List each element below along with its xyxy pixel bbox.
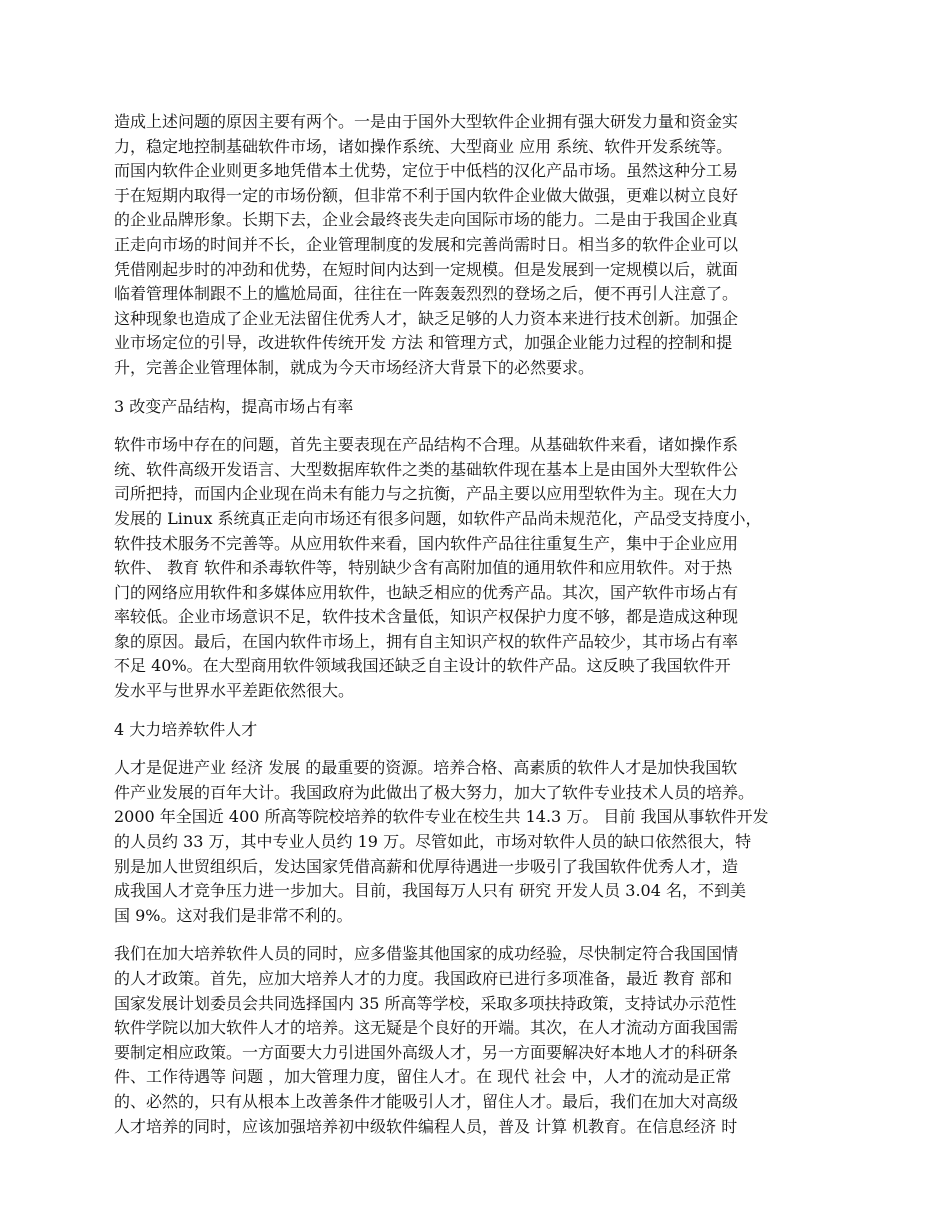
text-line: 国 9%。这对我们是非常不利的。 — [114, 905, 353, 925]
text-line: 软件学院以加大软件人才的培养。这无疑是个良好的开端。其次，在人才流动方面我国需 — [114, 1018, 739, 1038]
paragraph-causes — [114, 110, 842, 381]
text-line: 造成上述问题的原因主要有两个。一是由于国外大型软件企业拥有强大研发力量和资金实 — [114, 112, 739, 131]
text-line: 临着管理体制跟不上的尴尬局面，往往在一阵轰轰烈烈的登场之后，便不再引人注意了。 — [114, 284, 739, 304]
text-line: 而国内软件企业则更多地凭借本土优势，定位于中低档的汉化产品市场。虽然这种分工易 — [114, 161, 739, 181]
text-line: 要制定相应政策。一方面要大力引进国外高级人才，另一方面要解决好本地人才的科研条 — [114, 1042, 739, 1062]
text-line: 软件市场中存在的问题，首先主要表现在产品结构不合理。从基础软件来看，诸如操作系 — [114, 435, 739, 455]
text-line: 力，稳定地控制基础软件市场，诸如操作系统、大型商业 应用 系统、软件开发系统等。 — [114, 136, 733, 156]
section-heading-4: 4 大力培养软件人才 — [114, 719, 258, 739]
text-line: 象的原因。最后，在国内软件市场上，拥有自主知识产权的软件产品较少，其市场占有率 — [114, 631, 739, 651]
text-line: 人才是促进产业 经济 发展 的最重要的资源。培养合格、高素质的软件人才是加快我国软 — [114, 758, 738, 778]
text-line: 升，完善企业管理体制，就成为今天市场经济大背景下的必然要求。 — [114, 357, 595, 377]
text-line: 发展的 Linux 系统真正走向市场还有很多问题，如软件产品尚未规范化，产品受支持度小， — [114, 508, 762, 528]
text-line: 司所把持，而国内企业现在尚未有能力与之抗衡，产品主要以应用型软件为主。现在大力 — [114, 484, 739, 504]
text-line: 门的网络应用软件和多媒体应用软件，也缺乏相应的优秀产品。其次，国产软件市场占有 — [114, 582, 739, 602]
text-line: 别是加人世贸组织后，发达国家凭借高薪和优厚待遇进一步吸引了我国软件优秀人才，造 — [114, 856, 739, 876]
text-line: 人才培养的同时，应该加强培养初中级软件编程人员，普及 计算 机教育。在信息经济 时 — [114, 1116, 738, 1136]
text-line: 业市场定位的引导，改进软件传统开发 方法 和管理方式，加强企业能力过程的控制和提 — [114, 333, 733, 353]
text-line: 这种现象也造成了企业无法留住优秀人才，缺乏足够的人力资本来进行技术创新。加强企 — [114, 308, 739, 328]
text-line: 于在短期内取得一定的市场份额，但非常不利于国内软件企业做大做强，更难以树立良好 — [114, 185, 739, 205]
text-line: 的、必然的，只有从根本上改善条件才能吸引人才，留住人才。最后，我们在加大对高级 — [114, 1091, 739, 1111]
text-line: 件、工作待遇等 问题 ，加大管理力度，留住人才。在 现代 社会 中，人才的流动是正常 — [114, 1067, 732, 1087]
text-line: 的人员约 33 万，其中专业人员约 19 万。尽管如此，市场对软件人员的缺口依然很大，特 — [114, 832, 752, 852]
text-line: 发水平与世界水平差距依然很大。 — [114, 681, 355, 701]
document-body — [114, 110, 842, 1139]
text-line: 件产业发展的百年大计。我国政府为此做出了极大努力，加大了软件专业技术人员的培养。 — [114, 782, 755, 802]
text-line: 的企业品牌形象。长期下去，企业会最终丧失走向国际市场的能力。二是由于我国企业真 — [114, 210, 739, 230]
text-line: 成我国人才竞争压力进一步加大。目前，我国每万人只有 研究 开发人员 3.04 名，不到美 — [114, 881, 746, 901]
text-line: 软件、 教育 软件和杀毒软件等，特别缺少含有高附加值的通用软件和应用软件。对于热 — [114, 558, 733, 578]
text-line: 2000 年全国近 400 所高等院校培养的软件专业在校生共 14.3 万。 目前 我国从事软件开发 — [114, 807, 769, 827]
text-line: 率较低。企业市场意识不足，软件技术含量低，知识产权保护力度不够，都是造成这种现 — [114, 607, 739, 627]
section-heading-3: 3 改变产品结构，提高市场占有率 — [114, 396, 354, 416]
text-line: 凭借刚起步时的冲劲和优势，在短时间内达到一定规模。但是发展到一定规模以后，就面 — [114, 259, 739, 279]
paragraph-talent — [114, 756, 842, 928]
paragraph-product-structure — [114, 433, 842, 704]
text-line: 国家发展计划委员会共同选择国内 35 所高等学校，采取多项扶持政策，支持试办示范性 — [114, 993, 737, 1013]
paragraph-policy — [114, 942, 842, 1139]
text-line: 我们在加大培养软件人员的同时，应多借鉴其他国家的成功经验，尽快制定符合我国国情 — [114, 944, 739, 964]
text-line: 的人才政策。首先，应加大培养人才的力度。我国政府已进行多项准备，最近 教育 部和 — [114, 969, 733, 988]
text-line: 不足 40%。在大型商用软件领域我国还缺乏自主设计的软件产品。这反映了我国软件开 — [114, 656, 731, 676]
text-line: 软件技术服务不完善等。从应用软件来看，国内软件产品往往重复生产，集中于企业应用 — [114, 533, 739, 553]
text-line: 正走向市场的时间并不长，企业管理制度的发展和完善尚需时日。相当多的软件企业可以 — [114, 234, 739, 254]
text-line: 统、软件高级开发语言、大型数据库软件之类的基础软件现在基本上是由国外大型软件公 — [114, 459, 739, 479]
